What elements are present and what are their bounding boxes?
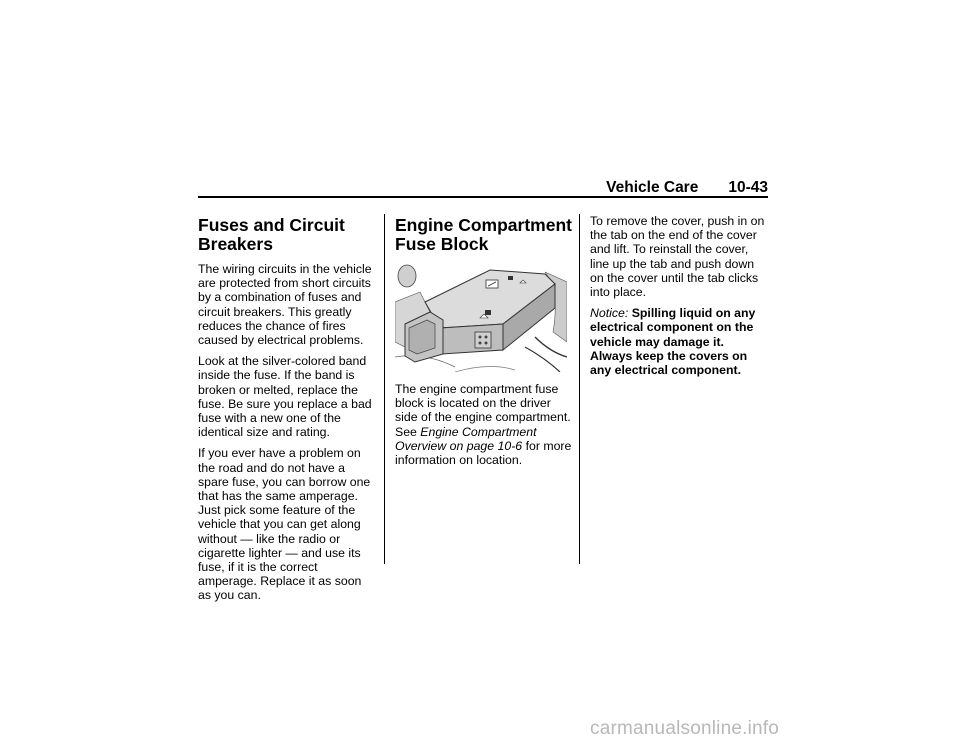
heading-fuses: Fuses and Circuit Breakers [198, 215, 345, 254]
heading-engine-fuse-block: Engine Compartment Fuse Block [395, 215, 572, 254]
paragraph: To remove the cover, push in on the tab on the end of the cover and lift. To reinstall the cover, line up the tab and push down on the cover until the tab clicks into place. [590, 214, 765, 300]
paragraph: The engine compartment fuse block is located on the driver side of the engine compartment. See Engine Compartment Overview on page 10-6 for more information on location. [395, 382, 572, 468]
cross-reference-link[interactable]: Engine Compartment Overview on page 10-6 [395, 424, 537, 453]
notice [590, 306, 768, 377]
notice-text: Spilling liquid on any electrical component on the vehicle may damage it. Always keep the covers on any electrical component. [590, 306, 756, 378]
column-divider [579, 214, 580, 564]
header-rule [198, 196, 768, 198]
column-2 [395, 214, 573, 474]
column-divider [384, 214, 385, 564]
page-number: 10-43 [728, 179, 768, 196]
fuse-block-illustration [395, 262, 567, 372]
notice-label: Notice: [590, 306, 629, 321]
paragraph: Look at the silver-colored band inside the fuse. If the band is broken or melted, replace the fuse. Be sure you replace a bad fuse with a new one of the identical size and rating. [198, 354, 372, 440]
column-1 [198, 214, 376, 610]
column-3 [590, 214, 768, 384]
page-header [198, 178, 768, 197]
section-title: Vehicle Care [606, 179, 699, 196]
paragraph: The wiring circuits in the vehicle are protected from short circuits by a combination of fuses and circuit breakers. This greatly reduces the chance of fires caused by electrical problems. [198, 262, 372, 348]
paragraph: If you ever have a problem on the road and do not have a spare fuse, you can borrow one that has the same amperage. Just pick some feature of the vehicle that you can get along without — like the radio or cigarette lighter — and use its fuse, if it is the correct amperage. Replace it as soon as you can. [198, 446, 371, 603]
watermark: carmanualsonline.info [590, 718, 780, 739]
